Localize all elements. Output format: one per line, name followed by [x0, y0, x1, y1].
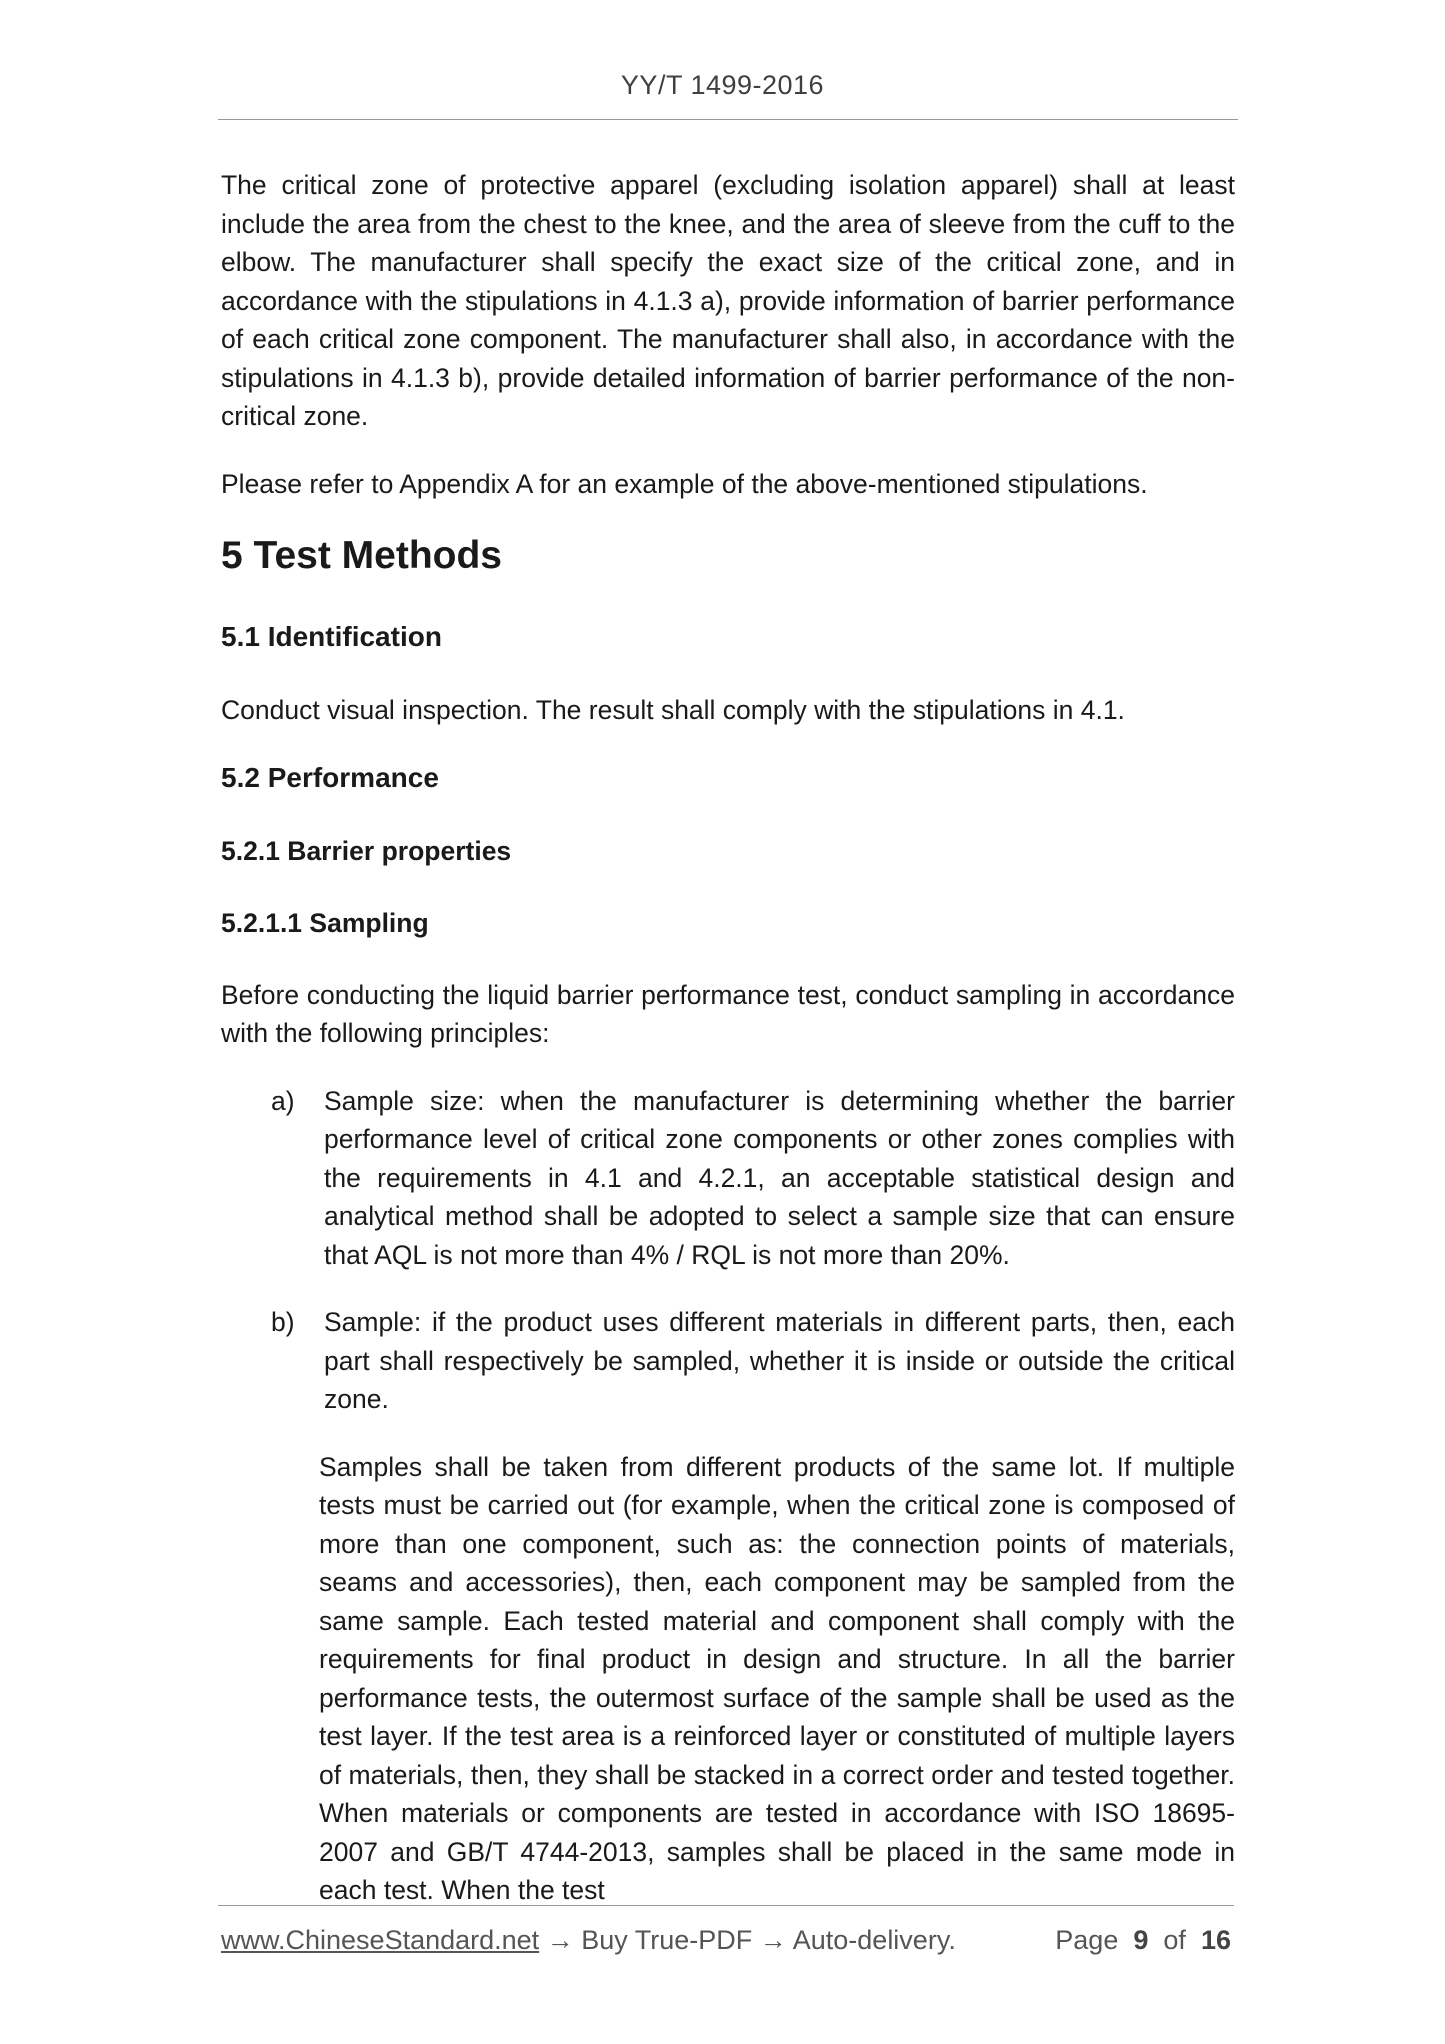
paragraph-critical-zone: The critical zone of protective apparel (excluding isolation apparel) shall at least include the area from the chest to the knee, and the area of sleeve from the cuff to the elbow. The manufacturer shall specify the exact size of the critical zone, and in accordance with the stipulations in 4.1.3 a), provide information of barrier performance of each critical zone component. The manufacturer shall also, in accordance with the stipulations in 4.1.3 b), provide detailed information of barrier performance of the non-critical zone.: [221, 170, 1235, 431]
paragraph-sampling-intro: Before conducting the liquid barrier performance test, conduct sampling in accordance with the following principles:: [221, 979, 1235, 1048]
heading-identification: 5.1 Identification: [221, 621, 442, 652]
page-number: [1055, 1925, 1231, 1956]
page-footer: [221, 1925, 1231, 1956]
header-divider: [218, 119, 1238, 120]
paragraph-identification: Conduct visual inspection. The result shall comply with the stipulations in 4.1.: [221, 695, 1125, 725]
list-marker: b): [271, 1307, 295, 1337]
page-content: [221, 166, 1235, 1910]
list-item-sample-size: [221, 1082, 1235, 1275]
list-marker: a): [271, 1085, 295, 1116]
heading-barrier-properties: 5.2.1 Barrier properties: [221, 835, 512, 866]
document-code-header: YY/T 1499-2016: [620, 70, 825, 100]
page-label: Page: [1055, 1925, 1119, 1955]
footer-promo-text: → Buy True-PDF → Auto-delivery.: [539, 1925, 956, 1955]
page-total: 16: [1200, 1925, 1231, 1955]
footer-divider: [218, 1905, 1234, 1906]
website-link[interactable]: www.ChineseStandard.net: [221, 1925, 540, 1955]
heading-test-methods: 5 Test Methods: [221, 534, 502, 577]
page-current: 9: [1133, 1925, 1149, 1955]
list-item-text: Sample size: when the manufacturer is determining whether the barrier performance level of critical zone components or other zones complies with the requirements in 4.1 and 4.2.1, an acceptable statistical design and analytical method shall be adopted to select a sample size that can ensure that AQL is not more than 4% / RQL is not more than 20%.: [324, 1085, 1235, 1270]
paragraph-appendix-reference: Please refer to Appendix A for an example of the above-mentioned stipulations.: [221, 468, 1148, 499]
heading-sampling: 5.2.1.1 Sampling: [221, 907, 429, 938]
heading-performance: 5.2 Performance: [221, 761, 439, 793]
paragraph-samples-lot: Samples shall be taken from different products of the same lot. If multiple tests must be carried out (for example, when the critical zone is composed of more than one component, such as: the connection points of materials, seams and accessories), then, each component may be sampled from the same sample. Each tested material and component shall comply with the requirements for final product in design and structure. In all the barrier performance tests, the outermost surface of the sample shall be used as the test layer. If the test area is a reinforced layer or constituted of multiple layers of materials, then, they shall be stacked in a correct order and tested together. When materials or components are tested in accordance with ISO 18695-2007 and GB/T 4744-2013, samples shall be placed in the same mode in each test. When the test: [319, 1451, 1235, 1905]
list-item-sample: [221, 1303, 1235, 1419]
page-of-label: of: [1163, 1925, 1186, 1955]
list-item-text: Sample: if the product uses different materials in different parts, then, each part shall respectively be sampled, whether it is inside or outside the critical zone.: [324, 1307, 1235, 1414]
